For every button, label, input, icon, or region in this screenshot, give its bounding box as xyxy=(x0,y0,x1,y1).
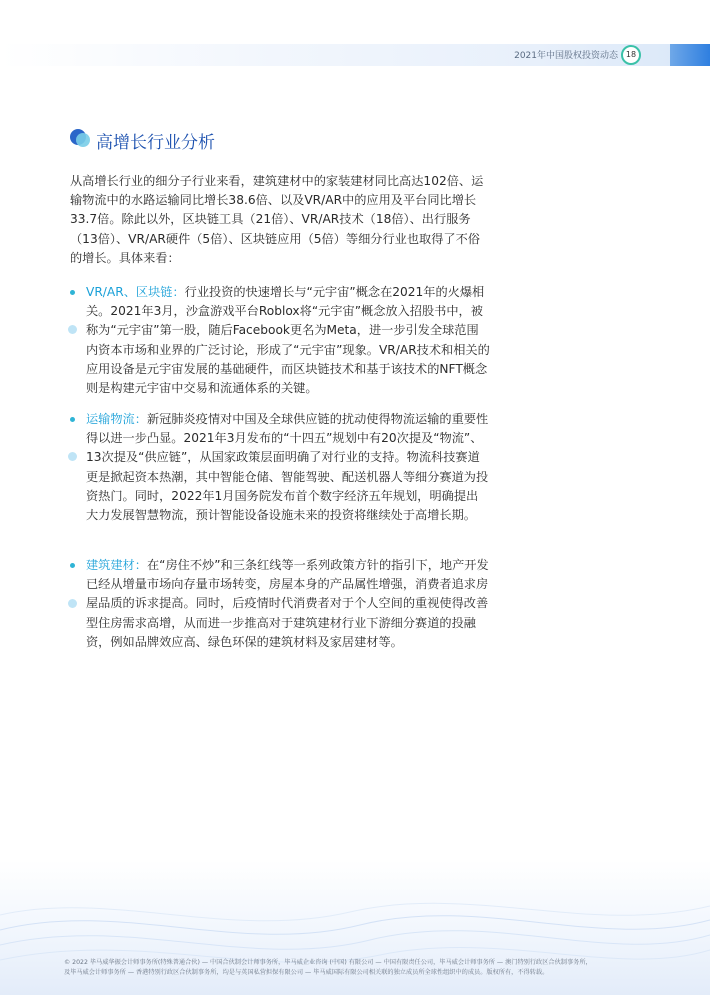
bullet-body xyxy=(86,556,490,652)
header-accent-bar xyxy=(670,44,710,66)
bullet-vr-ar-blockchain xyxy=(70,283,490,398)
decorative-dot-icon xyxy=(68,325,77,334)
bullet-label: 建筑建材： xyxy=(86,558,147,572)
decorative-dot-icon xyxy=(68,599,77,608)
bullet-label: VR/AR、区块链： xyxy=(86,285,185,299)
report-title: 2021年中国股权投资动态 xyxy=(514,51,618,61)
bullet-text: 行业投资的快速增长与“元宇宙”概念在2021年的火爆相关。2021年3月，沙盒游戏平台Roblox将“元宇宙”概念放入招股书中，被称为“元宇宙”第一股，随后Facebook更名为Meta，进一步引发全球范围内资本市场和业界的广泛讨论，形成了“元宇宙”现象。VR/AR技术和相关的应用设备是元宇宙发展的基础硬件，而区块链技术和基于该技术的NFT概念则是构建元宇宙中交易和流通体系的关键。 xyxy=(86,285,490,396)
footer-copyright xyxy=(64,958,654,978)
bullet-dot-icon xyxy=(70,417,75,422)
bullet-dot-icon xyxy=(70,563,75,568)
decorative-dot-icon xyxy=(68,452,77,461)
bullet-text: 在“房住不炒”和三条红线等一系列政策方针的指引下，地产开发已经从增量市场向存量市场转变，房屋本身的产品属性增强，消费者追求房屋品质的诉求提高。同时，后疫情时代消费者对于个人空间的重视使得改善型住房需求高增，从而进一步推高对于建筑建材行业下游细分赛道的投融资，例如品牌效应高、绿色环保的建筑材料及家居建材等。 xyxy=(86,558,489,649)
bullet-text: 新冠肺炎疫情对中国及全球供应链的扰动使得物流运输的重要性得以进一步凸显。2021年3月发布的“十四五”规划中有20次提及“物流”、13次提及“供应链”，从国家政策层面明确了对行业的支持。物流科技赛道更是掀起资本热潮，其中智能仓储、智能驾驶、配送机器人等细分赛道为投资热门。同时，2022年1月国务院发布首个数字经济五年规划，明确提出大力发展智慧物流，预计智能设备设施未来的投资将继续处于高增长期。 xyxy=(86,412,489,523)
bullet-logistics xyxy=(70,410,490,525)
heading-bubble-icon xyxy=(70,129,90,149)
bullet-label: 运输物流： xyxy=(86,412,147,426)
bullet-body xyxy=(86,410,490,525)
footer-line: © 2022 毕马威华振会计师事务所(特殊普通合伙) — 中国合伙制会计师事务所，毕马威企业咨询 (中国) 有限公司 — 中国有限责任公司，毕马威会计师事务所 — 澳门特别行政区合伙制事务所， xyxy=(64,959,592,966)
bullet-dot-icon xyxy=(70,290,75,295)
bullet-construction xyxy=(70,556,490,652)
intro-paragraph: 从高增长行业的细分子行业来看，建筑建材中的家装建材同比高达102倍、运输物流中的水路运输同比增长38.6倍、以及VR/AR中的应用及平台同比增长33.7倍。除此以外，区块链工具（21倍）、VR/AR技术（18倍）、出行服务（13倍）、VR/AR硬件（5倍）、区块链应用（5倍）等细分行业也取得了不俗的增长。具体来看： xyxy=(70,174,484,265)
page-number-badge: 18 xyxy=(621,45,641,65)
footer-line: 及毕马威会计师事务所 — 香港特别行政区合伙制事务所，均是与英国私营担保有限公司 — 毕马威国际有限公司相关联的独立成员所全球性组织中的成员。版权所有，不得转载。 xyxy=(64,969,549,976)
bullet-body xyxy=(86,283,490,398)
section-title: 高增长行业分析 xyxy=(96,133,215,153)
